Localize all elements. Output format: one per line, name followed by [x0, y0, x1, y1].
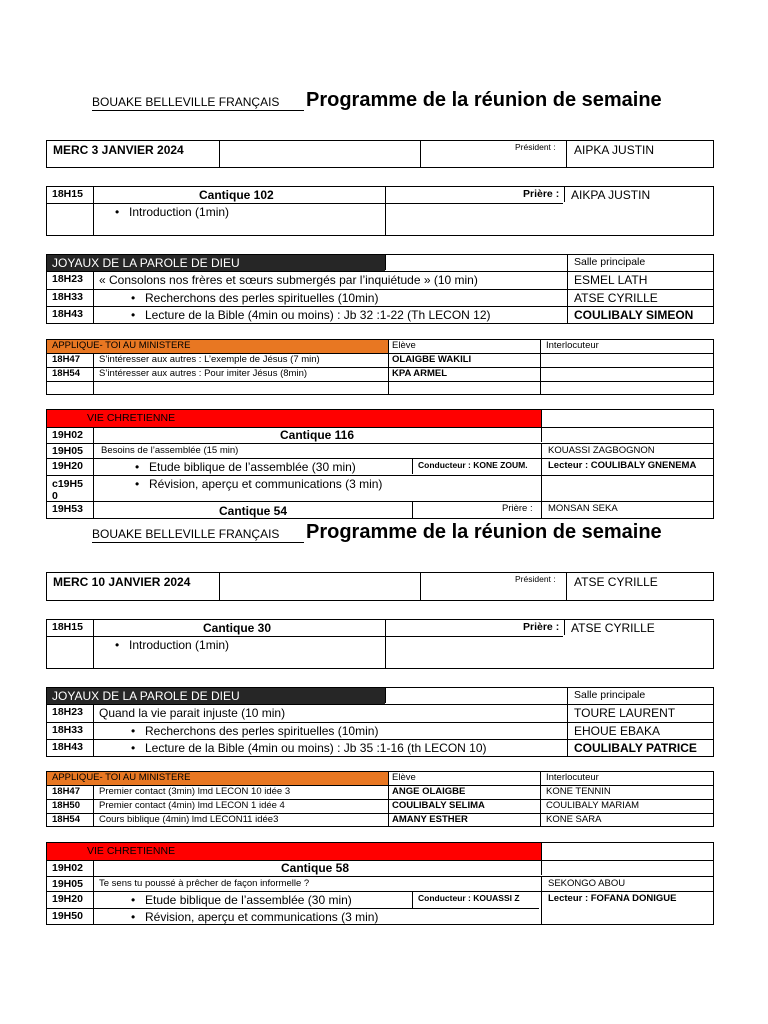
vie-time: 19H20: [52, 460, 83, 472]
joyaux-header: JOYAUX DE LA PAROLE DE DIEU: [52, 256, 240, 270]
ministere-time: 18H54: [52, 368, 80, 379]
besoins-person: SEKONGO ABOU: [548, 878, 626, 889]
interlocutor-label: Interlocuteur: [546, 340, 599, 351]
joyaux-time: 18H23: [52, 706, 83, 718]
ministere-table: [46, 339, 714, 395]
date-row: [46, 140, 714, 168]
intro-item: • Introduction (1min): [129, 639, 229, 651]
president-name: AIPKA JUSTIN: [574, 143, 655, 157]
ministere-time: 18H50: [52, 800, 80, 811]
vie-table: [46, 842, 714, 925]
joyaux-person: EHOUE EBAKA: [574, 724, 661, 738]
besoins-person: KOUASSI ZAGBOGNON: [548, 445, 655, 456]
ministere-item: Premier contact (4min) lmd LECON 1 idée 4: [99, 800, 285, 811]
joyaux-time: 18H33: [52, 724, 83, 736]
vie-header: VIE CHRETIENNE: [87, 412, 176, 424]
joyaux-table: [46, 254, 714, 324]
ministere-item: S’intéresser aux autres : L’exemple de Jésus (7 min): [99, 354, 320, 365]
vie-time: 19H50: [52, 910, 83, 922]
page-title: Programme de la réunion de semaine: [306, 89, 662, 111]
joyaux-item: Quand la vie parait injuste (10 min): [99, 706, 286, 720]
etude-item: • Etude biblique de l’assemblée (30 min): [145, 894, 352, 906]
president-name: ATSE CYRILLE: [574, 575, 658, 589]
meeting-date: MERC 10 JANVIER 2024: [53, 575, 191, 589]
conducteur: Conducteur : KOUASSI Z: [418, 893, 520, 903]
joyaux-item: • Recherchons des perles spirituelles (10min): [145, 725, 378, 737]
ministere-student: COULIBALY SELIMA: [392, 800, 485, 811]
conducteur: Conducteur : KONE ZOUM.: [418, 460, 528, 470]
room-label: Salle principale: [574, 256, 646, 268]
joyaux-time: 18H43: [52, 741, 83, 753]
president-label: Président :: [515, 574, 556, 584]
joyaux-item: • Lecture de la Bible (4min ou moins) : Jb 35 :1-16 (th LECON 10): [145, 742, 487, 754]
revision-item: • Révision, aperçu et communications (3 min): [145, 911, 378, 923]
vie-time: 19H53: [52, 503, 83, 515]
lecteur: Lecteur : COULIBALY GNENEMA: [548, 460, 697, 471]
interlocutor-label: Interlocuteur: [546, 772, 599, 783]
vie-time: 19H05: [52, 878, 83, 890]
eleve-label: Elève: [392, 772, 416, 783]
prayer-label: Prière :: [523, 188, 560, 200]
closing-song: Cantique 54: [219, 504, 288, 518]
vie-table: [46, 409, 714, 519]
ministere-time: 18H47: [52, 786, 80, 797]
joyaux-time: 18H23: [52, 273, 83, 285]
opening-song: Cantique 30: [203, 621, 272, 635]
room-label: Salle principale: [574, 689, 646, 701]
ministere-header: APPLIQUE- TOI AU MINISTERE: [52, 772, 191, 783]
opening-time: 18H15: [52, 621, 83, 633]
joyaux-header: JOYAUX DE LA PAROLE DE DIEU: [52, 689, 240, 703]
date-row: [46, 572, 714, 601]
joyaux-person: COULIBALY SIMEON: [574, 308, 694, 322]
ministere-time: 18H47: [52, 354, 80, 365]
org-name: BOUAKE BELLEVILLE FRANÇAIS: [92, 95, 280, 109]
opening-table: [46, 619, 714, 669]
org-name: BOUAKE BELLEVILLE FRANÇAIS: [92, 527, 280, 541]
ministere-table: [46, 771, 714, 827]
vie-header: VIE CHRETIENNE: [87, 845, 176, 857]
ministere-student: OLAIGBE WAKILI: [392, 354, 472, 365]
revision-item: • Révision, aperçu et communications (3 min): [149, 478, 382, 490]
closing-prayer-label: Prière :: [502, 503, 533, 514]
opening-prayer: ATSE CYRILLE: [571, 621, 655, 635]
joyaux-person: TOURE LAURENT: [574, 706, 676, 720]
joyaux-time: 18H33: [52, 291, 83, 303]
vie-song: Cantique 58: [281, 861, 350, 875]
vie-song: Cantique 116: [280, 428, 355, 442]
joyaux-person: ATSE CYRILLE: [574, 291, 658, 305]
eleve-label: Elève: [392, 340, 416, 351]
ministere-item: Premier contact (3min) lmd LECON 10 idée 3: [99, 786, 291, 797]
lecteur: Lecteur : FOFANA DONIGUE: [548, 893, 677, 904]
ministere-interlocutor: KONE TENNIN: [546, 786, 611, 797]
ministere-interlocutor: COULIBALY MARIAM: [546, 800, 640, 811]
opening-song: Cantique 102: [199, 188, 274, 202]
joyaux-table: [46, 687, 714, 757]
joyaux-item: • Recherchons des perles spirituelles (10min): [145, 292, 378, 304]
besoins-item: Besoins de l’assemblée (15 min): [101, 445, 239, 456]
ministere-header: APPLIQUE- TOI AU MINISTERE: [52, 340, 191, 351]
ministere-interlocutor: KONE SARA: [546, 814, 602, 825]
ministere-student: AMANY ESTHER: [392, 814, 468, 825]
vie-time: 19H02: [52, 429, 83, 441]
president-label: Président :: [515, 142, 556, 152]
closing-prayer: MONSAN SEKA: [548, 503, 618, 514]
etude-item: • Etude biblique de l’assemblée (30 min): [149, 461, 356, 473]
ministere-item: S’intéresser aux autres : Pour imiter Jésus (8min): [99, 368, 308, 379]
ministere-time: 18H54: [52, 814, 80, 825]
ministere-student: ANGE OLAIGBE: [392, 786, 466, 797]
joyaux-person: ESMEL LATH: [574, 273, 648, 287]
opening-time: 18H15: [52, 188, 83, 200]
joyaux-time: 18H43: [52, 308, 83, 320]
joyaux-person: COULIBALY PATRICE: [574, 741, 697, 755]
vie-time: 19H05: [52, 445, 83, 457]
page-title: Programme de la réunion de semaine: [306, 521, 662, 543]
intro-item: • Introduction (1min): [129, 206, 229, 218]
besoins-item: Te sens tu poussé à prêcher de façon informelle ?: [99, 878, 310, 889]
joyaux-item: « Consolons nos frères et sœurs submergés par l’inquiétude » (10 min): [99, 273, 478, 287]
opening-table: [46, 186, 714, 236]
vie-time: 19H02: [52, 862, 83, 874]
opening-prayer: AIKPA JUSTIN: [571, 188, 651, 202]
meeting-date: MERC 3 JANVIER 2024: [53, 143, 184, 157]
joyaux-item: • Lecture de la Bible (4min ou moins) : Jb 32 :1-22 (Th LECON 12): [145, 309, 491, 321]
prayer-label: Prière :: [523, 621, 560, 633]
vie-time: c19H50: [52, 478, 83, 502]
ministere-student: KPA ARMEL: [392, 368, 448, 379]
vie-time: 19H20: [52, 893, 83, 905]
ministere-item: Cours biblique (4min) lmd LECON11 idée3: [99, 814, 279, 825]
